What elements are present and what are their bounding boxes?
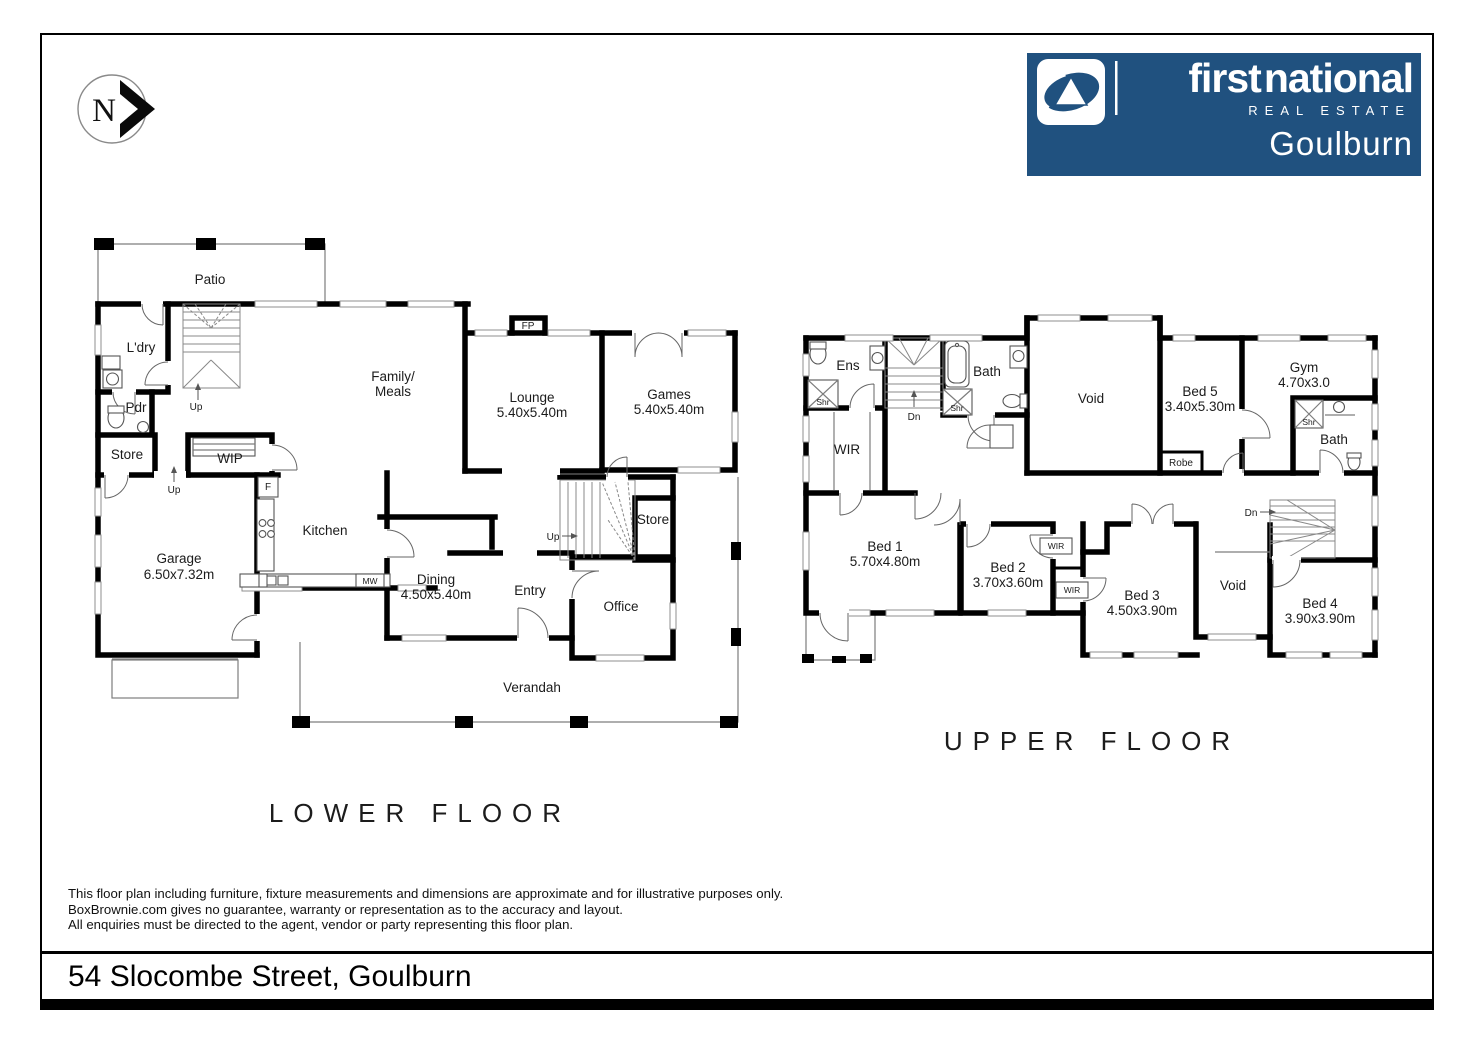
stairs-up-label-1: Up (189, 402, 203, 413)
brand-rest: national (1263, 55, 1413, 101)
bath2-sink-icon (1334, 402, 1345, 413)
room-dims-garage: 6.50x7.32m (143, 567, 215, 582)
room-label-bed5: Bed 5 (1182, 384, 1218, 399)
room-label-wir2: WIR (1047, 541, 1065, 551)
room-label-kitchen: Kitchen (302, 523, 348, 538)
tag-micro: MW (362, 576, 378, 586)
stairs-lower-left-icon (183, 304, 240, 388)
room-label-ens: Ens (836, 358, 860, 373)
room-label-robe: Robe (1169, 458, 1193, 469)
room-label-wip: WIP (217, 451, 243, 466)
agency-logo (1027, 53, 1421, 176)
linen-closet-icon (990, 425, 1013, 448)
room-dims-lounge: 5.40x5.40m (496, 405, 568, 420)
room-label-pdr: Pdr (125, 400, 147, 415)
room-label-bath1: Bath (973, 364, 1001, 379)
stairs-dn-label-2: Dn (1244, 508, 1258, 519)
bath1-tub-icon (945, 341, 969, 387)
room-label-ldry: L'dry (126, 340, 156, 355)
room-dims-gym: 4.70x3.0 (1278, 375, 1330, 390)
room-dims-games: 5.40x5.40m (633, 402, 705, 417)
room-label-bed2: Bed 2 (990, 560, 1026, 575)
compass-north-label: N (92, 93, 116, 129)
fixtures-upper (808, 341, 1361, 490)
floor-plan-upper (790, 310, 1390, 670)
oven-icon (259, 574, 267, 587)
disclaimer-line-1: This floor plan including furniture, fixture measurements and dimensions are approximate and for illustrative purposes only. (68, 886, 784, 901)
room-label-bed1: Bed 1 (867, 539, 903, 554)
room-label-bath2: Bath (1320, 432, 1348, 447)
bath1-toilet-icon (1003, 395, 1021, 408)
brand-tagline: REAL ESTATE (1248, 103, 1411, 118)
room-label-void1: Void (1077, 391, 1105, 406)
north-compass (70, 63, 162, 155)
laundry-bench-icon (102, 356, 120, 369)
room-label-verandah: Verandah (503, 680, 561, 695)
sink-icon (138, 422, 149, 433)
room-label-store1: Store (110, 447, 144, 462)
wir2-tag (1040, 538, 1072, 554)
room-label-lounge: Lounge (509, 390, 555, 405)
stairs-upper-right-icon (1215, 500, 1335, 558)
address-divider (40, 951, 1434, 954)
brand-first: first (1188, 55, 1261, 101)
room-label-entry: Entry (514, 583, 546, 598)
brand-name (1188, 55, 1413, 102)
room-dims-bed2: 3.70x3.60m (972, 575, 1044, 590)
shr-label-ens: Shr (816, 397, 830, 407)
lower-floor-title: LOWER FLOOR (268, 798, 572, 828)
disclaimer-line-2: BoxBrownie.com gives no guarantee, warranty or representation as to the accuracy and layout. (68, 901, 623, 917)
room-label-games: Games (647, 387, 691, 402)
property-address: 54 Slocombe Street, Goulburn (68, 960, 472, 993)
room-label-bed3: Bed 3 (1124, 588, 1160, 603)
office-name: Goulburn (1269, 125, 1413, 162)
stairs-dn-label-1: Dn (907, 412, 921, 423)
disclaimer-line-3: All enquiries must be directed to the agent, vendor or party representing this floor plan. (68, 917, 574, 933)
wir3-tag (1056, 582, 1088, 598)
driveway (112, 653, 238, 698)
balcony-structure (802, 613, 875, 663)
windows-lower (95, 301, 738, 661)
room-label-gym: Gym (1289, 360, 1319, 375)
room-label-family: Family/ (371, 369, 415, 384)
room-dims-bed1: 5.70x4.80m (849, 554, 921, 569)
room-label-patio: Patio (194, 272, 226, 287)
bottom-bar (40, 999, 1434, 1008)
room-label-garage: Garage (156, 551, 202, 566)
stairs-up-label-2: Up (167, 485, 181, 496)
patio-structure (94, 238, 325, 304)
room-label-dining: Dining (416, 572, 456, 587)
disclaimer-text (68, 886, 783, 933)
upper-floor-title: UPPER FLOOR (943, 726, 1241, 756)
room-dims-bed3: 4.50x3.90m (1106, 603, 1178, 618)
shr-label-bath1: Shr (950, 403, 964, 413)
floor-plan-lower (90, 230, 750, 740)
logo-divider (1115, 61, 1118, 115)
room-label-wir3: WIR (1063, 585, 1081, 595)
tag-fridge: F (264, 482, 272, 493)
room-dims-bed4: 3.90x3.90m (1284, 611, 1356, 626)
shr-label-bath2: Shr (1302, 417, 1316, 427)
room-dims-dining: 4.50x5.40m (400, 587, 472, 602)
stairs-up-label-3: Up (546, 532, 560, 543)
room-label-meals: Meals (374, 384, 412, 399)
room-dims-bed5: 3.40x5.30m (1164, 399, 1236, 414)
room-label-office: Office (603, 599, 639, 614)
tag-fireplace: FP (521, 321, 535, 332)
room-label-bed4: Bed 4 (1302, 596, 1338, 611)
room-label-store2: Store (636, 512, 670, 527)
walls-lower (98, 304, 735, 658)
room-label-wir: WIR (833, 442, 861, 457)
stairs-lower-right-icon (560, 480, 635, 560)
room-label-void2: Void (1219, 578, 1247, 593)
